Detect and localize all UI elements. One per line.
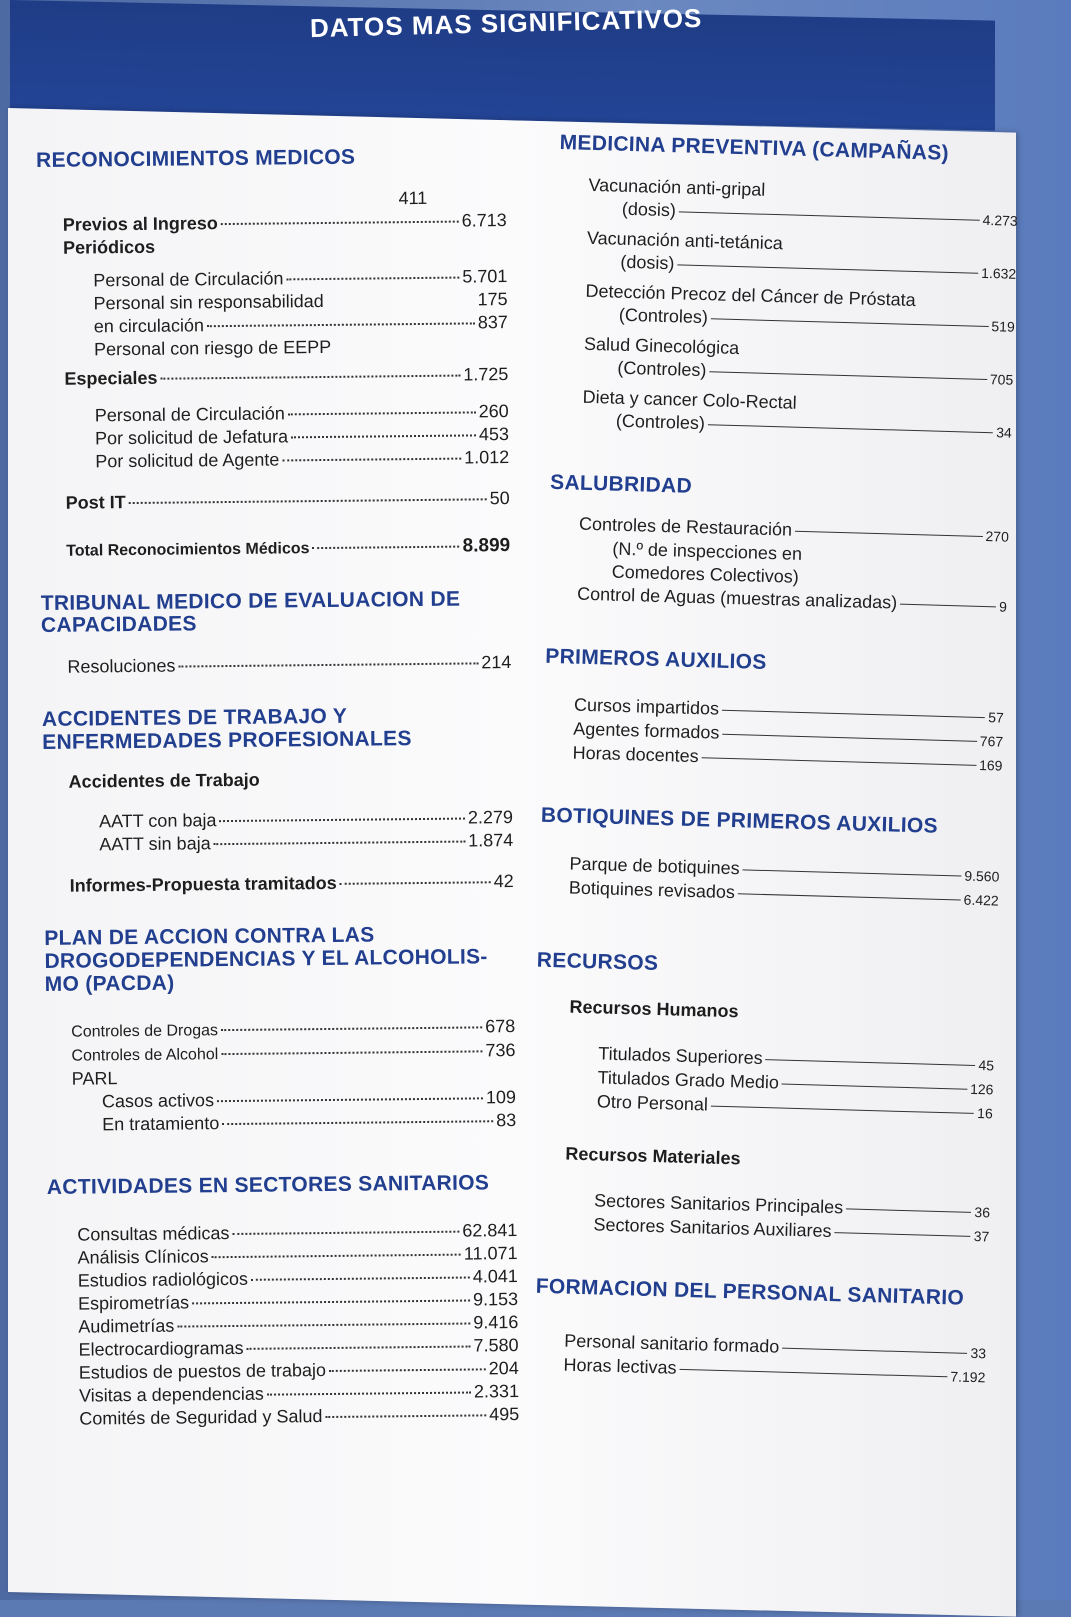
- stat-label: Titulados Superiores: [597, 1043, 763, 1069]
- stat-value: 2.331: [473, 1381, 520, 1402]
- stat-value: 837: [477, 311, 508, 333]
- stat-value: 34: [995, 423, 1013, 441]
- subsection-title: Recursos Materiales: [565, 1143, 741, 1169]
- leader-dots: [722, 710, 985, 718]
- actividades-list: [47, 1219, 519, 1431]
- leader-dots: [677, 264, 978, 273]
- stat-value: 62.841: [462, 1220, 518, 1241]
- stat-value: 9: [998, 598, 1008, 616]
- leader-dots: [708, 424, 993, 433]
- leader-dots: [679, 211, 980, 220]
- leader-dots: [214, 841, 466, 846]
- stat-label: Titulados Grado Medio: [597, 1067, 780, 1093]
- stat-value: 16: [976, 1105, 993, 1122]
- stat-value: 5.701: [462, 265, 508, 287]
- stat-label: Horas lectivas: [563, 1354, 677, 1378]
- leader-dots: [267, 1392, 471, 1396]
- leader-dots: [212, 1254, 461, 1259]
- leader-dots: [329, 1368, 486, 1372]
- leader-dots: [711, 1106, 974, 1114]
- stat-value: 270: [985, 528, 1010, 546]
- stat-value: 109: [485, 1087, 517, 1108]
- stat-value: 678: [485, 1016, 516, 1037]
- stat-note: Comedores Colectivos): [611, 561, 800, 588]
- stat-value: 37: [973, 1228, 990, 1245]
- stat-sub-label: (Controles): [617, 357, 707, 380]
- stat-value: 260: [478, 400, 509, 422]
- subsection-title: Recursos Humanos: [569, 996, 739, 1022]
- leader-dots: [247, 1346, 471, 1350]
- stat-label: Parque de botiquines: [569, 853, 740, 878]
- stat-label: en circulación: [93, 314, 205, 337]
- stat-value: 4.041: [472, 1266, 518, 1287]
- stat-label: Por solicitud de Agente: [95, 449, 280, 472]
- stat-value: 214: [481, 652, 512, 673]
- leader-dots: [222, 1121, 493, 1126]
- stat-value: 2.279: [467, 807, 514, 828]
- stat-row: [79, 1403, 519, 1431]
- section-title-reconocimientos: RECONOCIMIENTOS MEDICOS: [35, 145, 356, 172]
- leader-dots: [217, 1098, 483, 1103]
- stat-value: 11.071: [463, 1243, 518, 1264]
- stat-label: Personal de Circulación: [93, 268, 284, 291]
- stat-label: Informes-Propuesta tramitados: [69, 873, 337, 897]
- leader-dots: [221, 1027, 482, 1032]
- leader-dots: [340, 882, 491, 886]
- stat-label: Control de Aguas (muestras analizadas): [576, 584, 898, 613]
- stat-sub-label: (dosis): [620, 251, 675, 273]
- stat-label: Periódicos: [62, 236, 156, 258]
- section-title-auxilios: PRIMEROS AUXILIOS: [545, 645, 767, 675]
- stat-label: Agentes formados: [573, 718, 720, 743]
- leader-dots: [795, 531, 982, 537]
- leader-space: [327, 301, 475, 303]
- stat-value: 175: [477, 288, 508, 310]
- leader-dots: [160, 374, 460, 379]
- stat-label: Otro Personal: [596, 1091, 709, 1115]
- stat-label: Visitas a dependencias: [78, 1383, 264, 1406]
- stat-value: 1.725: [463, 363, 509, 385]
- stat-value: 6.713: [461, 209, 507, 231]
- stat-label: Salud Ginecológica: [583, 333, 740, 358]
- stat-value: 42: [493, 871, 514, 892]
- leader-dots: [282, 457, 461, 461]
- leader-dots: [743, 869, 962, 876]
- leader-dots: [312, 545, 459, 549]
- stat-value: 1.012: [464, 446, 510, 468]
- stat-value: 9.416: [473, 1312, 519, 1333]
- stat-label: Sectores Sanitarios Principales: [593, 1190, 844, 1218]
- stat-value: 519: [991, 317, 1015, 335]
- stat-label: Cursos impartidos: [573, 694, 720, 719]
- leader-dots: [325, 1414, 486, 1418]
- leader-dots: [711, 318, 989, 327]
- leader-dots: [846, 1209, 971, 1213]
- stat-label: Vacunación anti-gripal: [588, 174, 766, 200]
- section-title-medicina: MEDICINA PREVENTIVA (CAMPAÑAS): [559, 131, 950, 165]
- leader-dots: [221, 220, 459, 224]
- stat-value: 126: [969, 1081, 994, 1098]
- stat-value: 8.899: [462, 534, 511, 557]
- stat-label: Botiquines revisados: [568, 877, 736, 902]
- section-title-actividades: ACTIVIDADES EN SECTORES SANITARIOS: [46, 1171, 490, 1200]
- stat-value: 767: [979, 732, 1004, 750]
- leader-dots: [221, 1051, 482, 1056]
- stat-label: Personal sanitario formado: [563, 1330, 780, 1357]
- stat-value: 45: [978, 1057, 995, 1074]
- stat-value: 7.580: [473, 1335, 519, 1356]
- leader-dots: [219, 818, 465, 823]
- leader-dots: [738, 893, 961, 900]
- stat-label: Controles de Restauración: [578, 514, 793, 540]
- stat-value: 7.192: [950, 1368, 986, 1386]
- stat-value: 36: [974, 1204, 991, 1221]
- stat-value: 204: [488, 1358, 519, 1379]
- stat-label: Dieta y cancer Colo-Rectal: [582, 386, 797, 413]
- stat-label: Casos activos: [101, 1090, 215, 1112]
- leader-dots: [722, 734, 976, 742]
- stat-label: Post IT: [65, 491, 126, 513]
- section-title-tribunal: TRIBUNAL MEDICO DE EVALUACION DE CAPACIDADES: [40, 587, 461, 638]
- leader-dots: [286, 276, 459, 280]
- stat-value: 9.560: [964, 867, 1000, 885]
- stat-label: Horas docentes: [572, 742, 699, 767]
- stat-label: AATT sin baja: [99, 833, 211, 855]
- section-title-accidentes: ACCIDENTES DE TRABAJO Y ENFERMEDADES PROFESIONALES: [41, 704, 412, 754]
- stat-sub-label: (dosis): [621, 198, 677, 220]
- stat-label: En tratamiento: [102, 1113, 220, 1135]
- section-title-botiquines: BOTIQUINES DE PRIMEROS AUXILIOS: [540, 803, 939, 838]
- section-title-salubridad: SALUBRIDAD: [549, 470, 693, 498]
- stat-label: Resoluciones: [67, 655, 176, 677]
- leader-dots: [834, 1232, 970, 1237]
- stat-value: 169: [978, 756, 1003, 774]
- section-title-recursos: RECURSOS: [536, 948, 659, 975]
- leader-dots: [192, 1300, 470, 1305]
- stat-value: 33: [970, 1344, 987, 1362]
- stat-label: Sectores Sanitarios Auxiliares: [593, 1214, 832, 1242]
- leader-dots: [251, 1277, 470, 1281]
- stat-sub-label: (Controles): [618, 304, 709, 327]
- leader-dots: [782, 1348, 967, 1354]
- stat-value: 4.273: [982, 211, 1018, 229]
- leader-dots: [207, 322, 475, 327]
- stat-label: Personal con riesgo de EEPP: [93, 336, 332, 360]
- stat-label: AATT con baja: [98, 810, 217, 832]
- stat-value: 1.874: [468, 830, 514, 851]
- stat-value: 50: [489, 487, 510, 508]
- stat-value: 495: [489, 1404, 520, 1425]
- stat-label: Vacunación anti-tetánica: [586, 227, 784, 253]
- medicina-list: [552, 173, 1019, 445]
- stat-label: Consultas médicas: [77, 1223, 230, 1245]
- stat-value: 6.422: [963, 891, 999, 909]
- stat-label: Estudios radiológicos: [77, 1268, 249, 1291]
- leader-dots: [766, 1059, 976, 1066]
- stat-label: Personal de Circulación: [94, 403, 285, 426]
- leader-dots: [782, 1084, 967, 1090]
- stat-label: Total Reconocimientos Médicos: [66, 539, 310, 560]
- stat-value: 9.153: [472, 1289, 519, 1310]
- stat-value: 411: [398, 187, 428, 208]
- stat-label: Análisis Clínicos: [77, 1246, 209, 1268]
- stat-label: Personal sin responsabilidad: [93, 290, 324, 314]
- leader-dots: [680, 1369, 948, 1377]
- stat-value: 736: [485, 1040, 516, 1061]
- stat-label: PARL: [71, 1068, 118, 1090]
- stat-value: 83: [496, 1110, 517, 1131]
- section-title-formacion: FORMACION DEL PERSONAL SANITARIO: [535, 1275, 965, 1311]
- stat-label: Estudios de puestos de trabajo: [78, 1360, 327, 1383]
- leader-dots: [288, 411, 476, 415]
- stat-label: Especiales: [64, 367, 158, 389]
- stat-label: Controles de Alcohol: [71, 1046, 219, 1066]
- stat-note: (N.º de inspecciones en: [612, 538, 803, 565]
- right-column: [525, 132, 1020, 1389]
- stat-label: Por solicitud de Jefatura: [94, 426, 289, 449]
- stat-label: Detección Precoz del Cáncer de Próstata: [585, 280, 916, 310]
- stat-value: 57: [988, 709, 1005, 726]
- stat-label: Electrocardiogramas: [78, 1337, 244, 1360]
- leader-dots: [709, 371, 987, 380]
- leader-dots: [129, 498, 487, 504]
- stat-label: Comités de Seguridad y Salud: [79, 1406, 323, 1429]
- leader-dots: [291, 434, 476, 438]
- stat-value: 1.632: [980, 264, 1017, 282]
- stat-label: Previos al Ingreso: [62, 212, 218, 235]
- stat-label: Audimetrías: [78, 1315, 175, 1337]
- left-column: [36, 145, 519, 1431]
- leader-dots: [178, 662, 478, 667]
- page-title: DATOS MAS SIGNIFICATIVOS: [309, 2, 703, 44]
- leader-dots: [900, 604, 996, 608]
- leader-dots: [232, 1231, 459, 1235]
- leader-dots: [702, 757, 976, 766]
- stat-value: 453: [478, 423, 510, 445]
- stat-label: Controles de Drogas: [71, 1022, 219, 1042]
- leader-dots: [177, 1323, 470, 1328]
- section-title-pacda: PLAN DE ACCION CONTRA LAS DROGODEPENDENCIAS Y EL ALCOHOLIS-MO (PACDA): [44, 923, 488, 996]
- stat-label: Espirometrías: [77, 1292, 190, 1314]
- subsection-title: Accidentes de Trabajo: [68, 770, 260, 793]
- stat-value: 705: [989, 370, 1014, 388]
- stat-sub-label: (Controles): [615, 410, 706, 433]
